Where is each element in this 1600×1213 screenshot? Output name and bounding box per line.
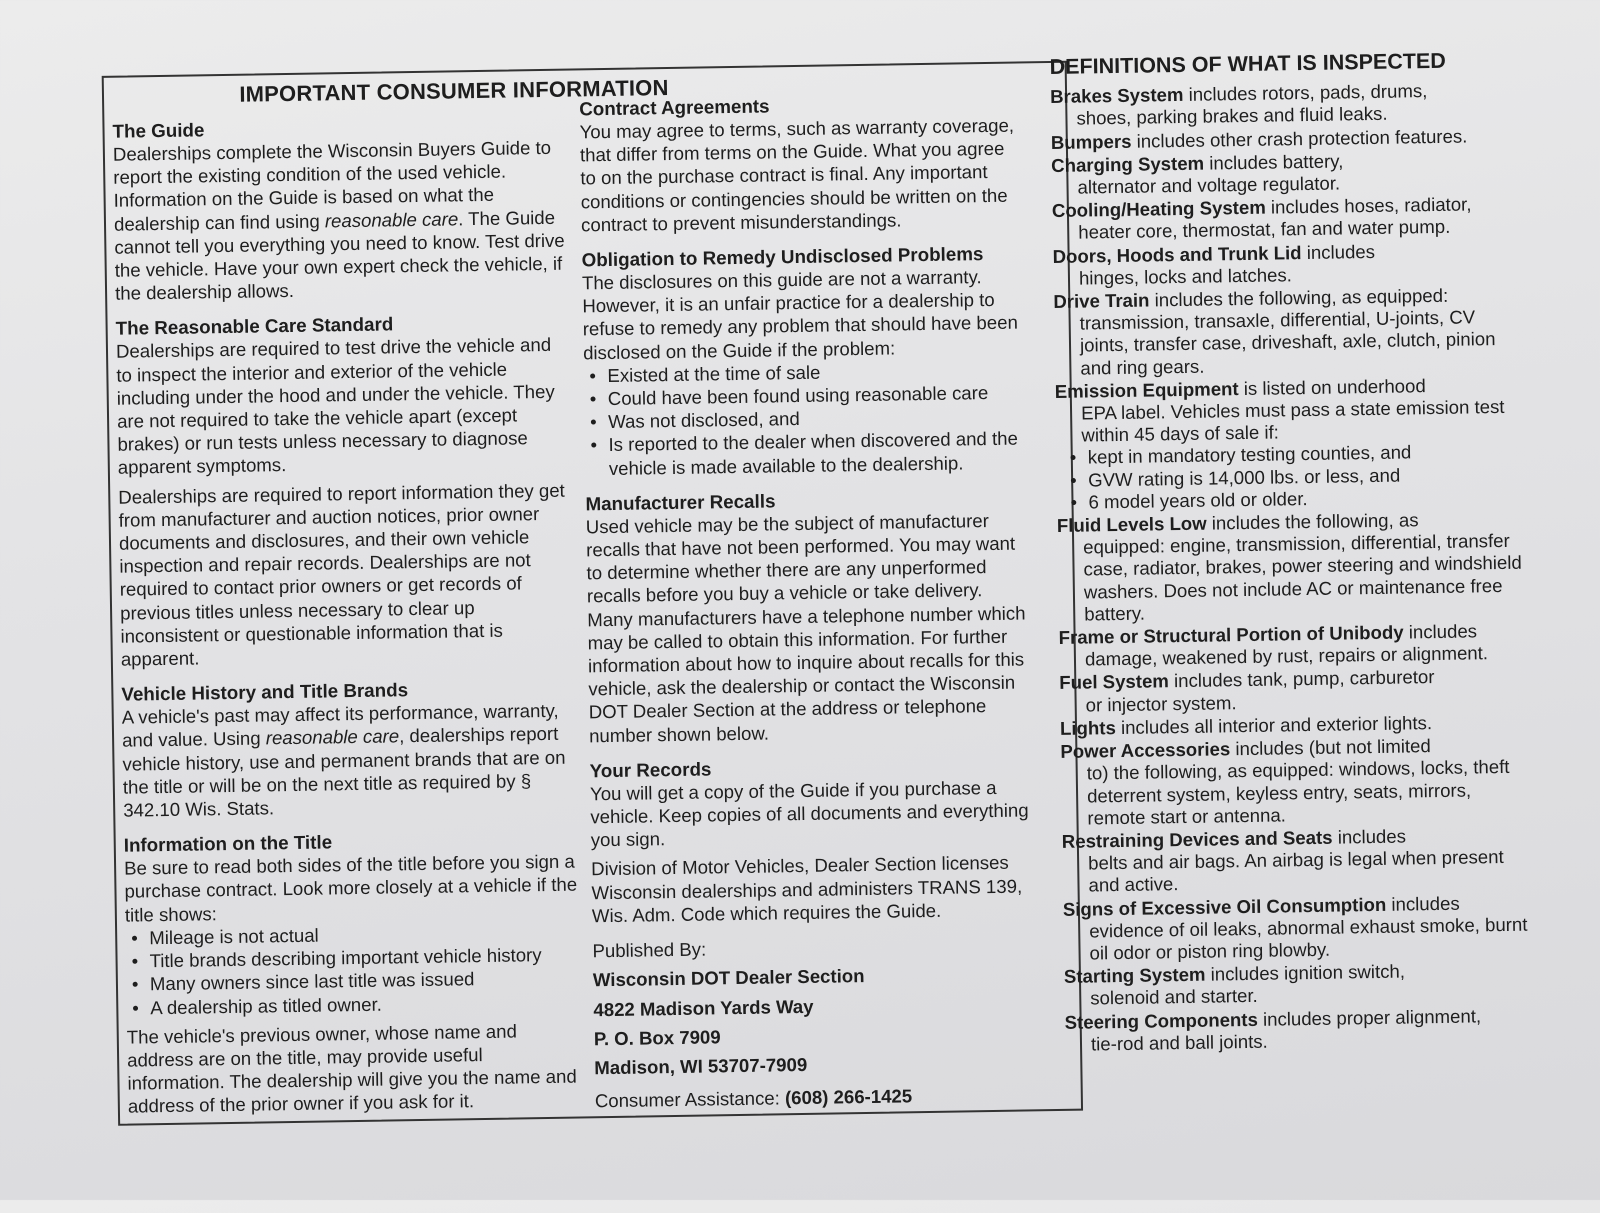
- definition-first: includes ignition switch,: [1205, 960, 1406, 985]
- guide-heading: The Guide: [112, 119, 205, 142]
- contract-text: You may agree to terms, such as warranty coverage, that differ from terms on the Guide. What you agree to on the purchase contract is final. Any important conditions or contingencies should be written on the contract to prevent misunderstandings.: [579, 114, 1015, 236]
- records-heading: Your Records: [589, 758, 712, 782]
- definition-item: [1058, 620, 1529, 672]
- contract-section: [579, 90, 1026, 236]
- definition-rest: alternator and voltage regulator.: [1077, 172, 1341, 198]
- definition-first: includes (but not limited: [1230, 735, 1431, 760]
- definition-item: [1055, 373, 1527, 514]
- consumer-info-box: [102, 61, 1083, 1126]
- definition-rest: shoes, parking brakes and fluid leaks.: [1076, 103, 1388, 130]
- publisher-street: 4822 Madison Yards Way: [593, 995, 814, 1020]
- guide-text-italic: reasonable care: [324, 207, 459, 232]
- definition-first: includes hoses, radiator,: [1265, 193, 1472, 218]
- definition-first: includes the following, as: [1206, 509, 1419, 534]
- reasonable-care-heading: The Reasonable Care Standard: [115, 313, 394, 340]
- definition-first: includes proper alignment,: [1257, 1004, 1482, 1030]
- title-info-bullet: • Mileage is not actual: [125, 919, 580, 949]
- guide-section: [112, 113, 570, 306]
- title-info-heading: Information on the Title: [123, 831, 333, 856]
- emission-bullet: • kept in mandatory testing counties, and: [1064, 440, 1526, 469]
- definition-term: Fuel System: [1059, 670, 1170, 694]
- definition-first: is listed on underhood: [1238, 374, 1426, 399]
- definition-rest: hinges, locks and latches.: [1078, 264, 1293, 289]
- definition-item: [1050, 79, 1521, 131]
- history-text-part2: , dealerships report vehicle history, use and permanent brands that are on the title or will be on the next title as required by § 342.10 Wis. Stats.: [122, 723, 566, 821]
- title-info-bullet: • Many owners since last title was issued: [126, 966, 581, 996]
- history-text-part1: A vehicle's past may affect its performance, warranty, and value. Using: [121, 700, 559, 752]
- definition-item: [1052, 193, 1523, 245]
- title-info-list: [125, 919, 581, 1019]
- definition-first: includes rotors, pads, drums,: [1183, 80, 1428, 106]
- records-p2: Division of Motor Vehicles, Dealer Section licenses Wisconsin dealerships and administers TRANS 139, Wis. Adm. Code which requires the Guide.: [591, 852, 1023, 927]
- definition-rest: heater core, thermostat, fan and water pump.: [1078, 216, 1451, 244]
- definition-item: [1052, 238, 1523, 290]
- reasonable-care-p2: Dealerships are required to report information they get from manufacturer and auction notices, prior owner documents and disclosures, and their own vehicle inspection and repair records. Dealerships are not required to contact prior owners or get records of previous titles unless necessary to clear up inconsistent or questionable information that is apparent.: [118, 479, 565, 670]
- recalls-text: Used vehicle may be the subject of manufacturer recalls that have not been performed. You may want to determine whether there are any unperformed recalls before you buy a vehicle or take delivery. Many manufacturers have a telephone number which may be called to obtain this information. For further information about how to inquire about recalls for this vehicle, ask the dealership or contact the Wisconsin DOT Dealer Section at the address or telephone number shown below.: [585, 509, 1026, 746]
- definition-item: [1063, 891, 1534, 965]
- published-by-label: Published By:: [592, 938, 707, 962]
- box-title: IMPORTANT CONSUMER INFORMATION: [239, 75, 669, 107]
- definition-item: [1057, 508, 1529, 626]
- title-info-intro: Be sure to read both sides of the title before you sign a purchase contract. Look more closely at a vehicle if the title shows:: [123, 850, 578, 926]
- definition-first: includes the following, as equipped:: [1149, 284, 1449, 311]
- obligation-intro: The disclosures on this guide are not a warranty. However, it is an unfair practice for a dealership to refuse to remedy any problem that should have been disclosed on the Guide if the problem:: [581, 266, 1018, 364]
- definition-term: Lights: [1059, 716, 1116, 739]
- definition-item: [1064, 1004, 1535, 1056]
- emission-text: EPA label. Vehicles must pass a state emission test within 45 days of sale if:: [1080, 395, 1505, 446]
- history-text: [122, 699, 579, 822]
- definition-term: Signs of Excessive Oil Consumption: [1062, 893, 1387, 920]
- definition-term: Power Accessories: [1060, 738, 1231, 763]
- definition-first: includes: [1332, 825, 1407, 848]
- definition-rest: transmission, transaxle, differential, U-joints, CV joints, transfer case, driveshaft, axle, clutch, pinion and ring gears.: [1079, 306, 1496, 379]
- definition-rest: or injector system.: [1085, 691, 1237, 716]
- obligation-heading: Obligation to Remedy Undisclosed Problems: [581, 243, 984, 271]
- records-section: [589, 752, 1037, 927]
- recalls-section: [585, 485, 1034, 747]
- publisher-city: Madison, WI 53707-7909: [594, 1053, 808, 1079]
- definition-rest: evidence of oil leaks, abnormal exhaust smoke, burnt oil odor or piston ring blowby.: [1089, 913, 1528, 964]
- definition-term: Restraining Devices and Seats: [1061, 826, 1333, 852]
- definition-rest: to) the following, as equipped: windows, locks, theft deterrent system, keyless entry, seats, mirrors, remote start or antenna.: [1086, 756, 1510, 829]
- definition-item: [1053, 284, 1524, 380]
- reasonable-care-section: [115, 310, 576, 671]
- obligation-bullet: • Existed at the time of sale: [583, 357, 1028, 387]
- definition-rest: tie-rod and ball joints.: [1090, 1030, 1268, 1055]
- assistance-phone: (608) 266-1425: [784, 1085, 913, 1109]
- contract-heading: Contract Agreements: [579, 95, 770, 120]
- definition-first: includes all interior and exterior lights.: [1115, 711, 1433, 738]
- emission-bullet: • GVW rating is 14,000 lbs. or less, and: [1064, 462, 1526, 491]
- obligation-bullet: • Was not disclosed, and: [584, 404, 1029, 434]
- definition-rest: belts and air bags. An airbag is legal when present and active.: [1088, 846, 1504, 896]
- history-heading: Vehicle History and Title Brands: [121, 679, 409, 705]
- definition-rest: [1055, 396, 1527, 514]
- guide-text-part2: . The Guide cannot tell you everything you need to know. Test drive the vehicle. Have your own expert check the vehicle, if the dealership allows.: [114, 206, 565, 304]
- consumer-assistance: [595, 1082, 1040, 1112]
- definition-term: Brakes System: [1049, 84, 1184, 108]
- guide-text: [113, 136, 570, 306]
- definition-item: [1064, 959, 1535, 1011]
- publisher-name: Wisconsin DOT Dealer Section: [592, 965, 865, 991]
- middle-column: [579, 90, 1040, 1118]
- recalls-heading: Manufacturer Recalls: [585, 490, 776, 515]
- title-info-bullet: • Title brands describing important vehicle history: [125, 943, 580, 973]
- publisher-po-box: P. O. Box 7909: [593, 1026, 721, 1049]
- obligation-list: [583, 357, 1030, 480]
- emission-bullet: • 6 model years old or older.: [1064, 484, 1526, 513]
- definition-term: Bumpers: [1050, 130, 1132, 153]
- emission-list: [1064, 440, 1527, 514]
- title-info-bullet: • A dealership as titled owner.: [126, 989, 581, 1019]
- definition-rest: damage, weakened by rust, repairs or alignment.: [1084, 642, 1489, 670]
- definition-term: Drive Train: [1053, 289, 1150, 313]
- definitions-column: [1049, 49, 1535, 1057]
- history-section: [121, 676, 578, 822]
- definition-term: Cooling/Heating System: [1051, 196, 1266, 222]
- definition-first: includes: [1301, 240, 1376, 263]
- definition-rest: solenoid and starter.: [1090, 985, 1258, 1009]
- definition-item: [1059, 665, 1530, 717]
- definition-term: Charging System: [1051, 152, 1205, 176]
- left-column: [112, 113, 583, 1131]
- definition-term: Emission Equipment: [1054, 377, 1239, 402]
- definition-rest: equipped: engine, transmission, differential, transfer case, radiator, brakes, power steering and windshield washers. Does not include AC or maintenance free battery.: [1083, 530, 1522, 625]
- records-p1: You will get a copy of the Guide if you purchase a vehicle. Keep copies of all documents and everything you sign.: [589, 776, 1029, 851]
- guide-text-part1: Dealerships complete the Wisconsin Buyers Guide to report the existing condition of the used vehicle. Information on the Guide is based on what the dealership can find using: [112, 136, 552, 235]
- definition-first: includes: [1403, 620, 1478, 643]
- history-text-italic: reasonable care: [265, 725, 400, 749]
- definition-first: includes: [1386, 892, 1460, 915]
- definition-term: Fluid Levels Low: [1056, 512, 1207, 537]
- publisher-block: [592, 932, 1040, 1112]
- obligation-bullet: • Could have been found using reasonable care: [584, 380, 1029, 410]
- definition-first: includes other crash protection features.: [1131, 125, 1468, 152]
- definition-item: [1060, 734, 1531, 830]
- obligation-bullet: • Is reported to the dealer when discovered and the vehicle is made available to the dealership.: [584, 427, 1030, 480]
- reasonable-care-p1: Dealerships are required to test drive the vehicle and to inspect the interior and exterior of the vehicle including under the hood and under the vehicle. They are not required to take the vehicle apart (except brakes) or run tests unless necessary to diagnose apparent symptoms.: [115, 334, 555, 479]
- assistance-label: Consumer Assistance:: [594, 1087, 786, 1112]
- title-info-closing: The vehicle's previous owner, whose name and address are on the title, may provide useful information. The dealership will give you the name and address of the prior owner if you ask for it.: [126, 1020, 577, 1117]
- definitions-title: DEFINITIONS OF WHAT IS INSPECTED: [1049, 48, 1446, 80]
- definition-term: Steering Components: [1064, 1008, 1258, 1033]
- definition-term: Starting System: [1063, 963, 1206, 988]
- title-info-section: [124, 827, 583, 1118]
- obligation-section: [581, 241, 1030, 480]
- definition-first: includes tank, pump, carburetor: [1168, 666, 1435, 692]
- definition-item: [1062, 823, 1533, 897]
- definition-term: Doors, Hoods and Trunk Lid: [1052, 241, 1302, 267]
- definition-first: includes battery,: [1203, 150, 1344, 174]
- definition-item: [1051, 147, 1522, 199]
- definition-term: Frame or Structural Portion of Unibody: [1058, 621, 1404, 649]
